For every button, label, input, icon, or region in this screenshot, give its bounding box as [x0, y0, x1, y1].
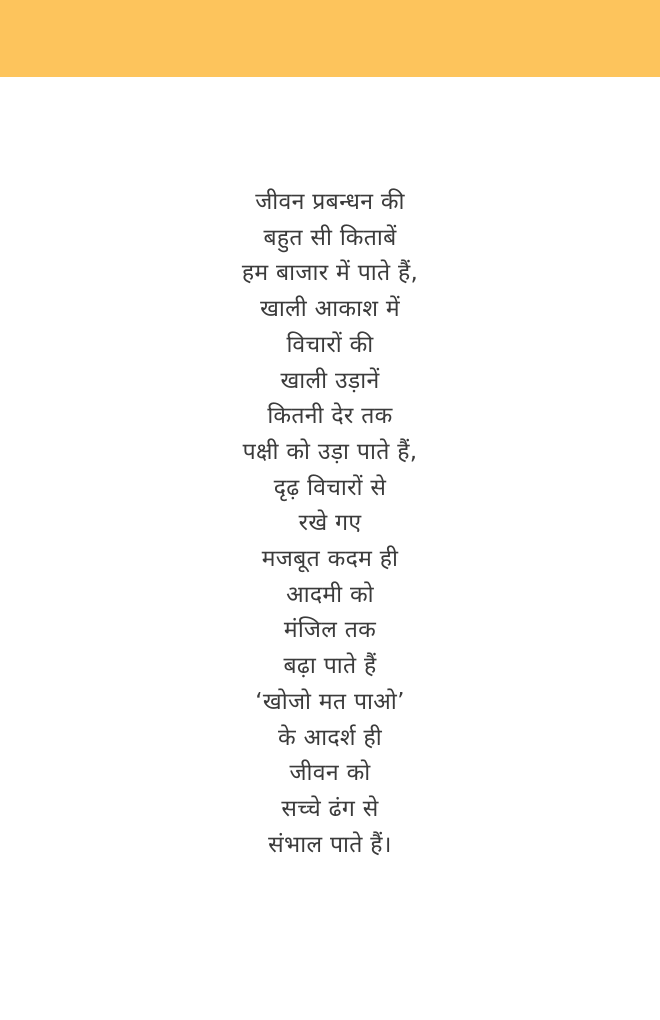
poem-line: दृढ़ विचारों से [273, 474, 387, 501]
poem-line: संभाल पाते हैं। [268, 831, 392, 858]
poem-line: जीवन प्रबन्धन की [255, 189, 405, 215]
poem-line: पक्षी को उड़ा पाते हैं, [242, 438, 418, 465]
poem-text-block [0, 185, 660, 863]
poem-line: खाली उड़ानें [280, 367, 380, 394]
poem-line: रखे गए [298, 510, 362, 537]
poem-line: कितनी देर तक [267, 403, 393, 430]
poem-line: जीवन को [289, 760, 371, 787]
poem-line: बढ़ा पाते हैं [283, 653, 377, 680]
poem-line: बहुत सी किताबें [263, 224, 397, 251]
poem-line: मंजिल तक [283, 617, 377, 644]
poem-line: विचारों की [286, 331, 374, 358]
top-color-band [0, 0, 660, 77]
poem-line: मजबूत कदम ही [261, 546, 399, 573]
poem-line: हम बाजार में पाते हैं, [241, 260, 419, 287]
poem-line: खाली आकाश में [260, 296, 400, 323]
poem-line: ‘खोजो मत पाओ’ [255, 688, 405, 715]
poem-line: आदमी को [286, 581, 374, 608]
poem-line: के आदर्श ही [278, 724, 382, 751]
poem-line: सच्चे ढंग से [281, 795, 379, 822]
